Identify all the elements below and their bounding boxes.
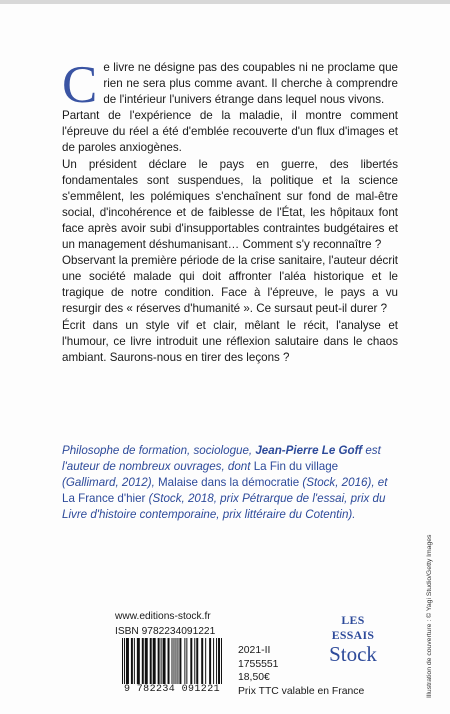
- publisher-logo: [320, 613, 386, 665]
- bio-text-5: (Stock, 2018, prix Pétrarque de l'essai, prix du Livre d'histoire contemporaine, prix littéraire du Cotentin).: [62, 492, 386, 521]
- barcode-bars: [116, 638, 228, 686]
- publisher-name: Stock: [329, 642, 377, 666]
- isbn-text: ISBN 9782234091221: [115, 626, 216, 637]
- barcode-digits: 9 782234 091221: [116, 684, 228, 695]
- author-name: Jean-Pierre Le Goff: [255, 444, 363, 457]
- blurb-paragraph-3: Un président déclare le pays en guerre, des libertés fondamentales sont suspendues, la politique et la science s'emmêlent, les polémiques s'enchaînent sur fond de mal-être social, d'incohérence et de faiblesse de l'État, les hôpitaux font face après avoir subi d'insupportables contraintes budgétaires et un management déshumanisant… Comment s'y reconnaître ?: [62, 157, 398, 252]
- blurb-paragraph-2: Partant de l'expérience de la maladie, il montre comment l'épreuve du réel a été d'emblée recouverte d'un flux d'images et de paroles anxiogènes.: [62, 109, 398, 155]
- blurb-paragraph-1: e livre ne désigne pas des coupables ni ne proclame que rien ne sera plus comme avant. Il cherche à comprendre de l'intérieur l'univers étrange dans lequel nous vivons.: [103, 61, 398, 107]
- publisher-info: [115, 609, 215, 639]
- bio-text-1: Philosophe de formation, sociologue,: [62, 444, 256, 457]
- edition-code: 2021-II: [238, 645, 271, 656]
- bio-text-3: (Gallimard, 2012),: [62, 476, 159, 489]
- image-credit: Illustration de couverture : © Yagi Studio/Getty Images: [426, 534, 433, 698]
- bio-text-4: (Stock, 2016), et: [299, 476, 388, 489]
- drop-cap: C: [62, 56, 98, 114]
- blurb-paragraph-5: Écrit dans un style vif et clair, mêlant le récit, l'analyse et l'humour, ce livre introduit une réflexion salutaire dans le chaos ambiant. Saurons-nous en tirer des leçons ?: [62, 318, 398, 364]
- book-title-2: Malaise dans la démocratie: [158, 476, 300, 489]
- barcode: [116, 638, 228, 698]
- author-bio-text: [62, 443, 398, 523]
- top-border: [0, 0, 450, 4]
- price-note: Prix TTC valable en France: [238, 685, 365, 697]
- collection-name: LES ESSAIS: [331, 613, 375, 642]
- blurb-paragraph-4: Observant la première période de la crise sanitaire, l'auteur décrit une société malade qui doit affronter l'aléa historique et le tragique de notre condition. Face à l'épreuve, le pays a vu resurgir des « réserves d'humanité ». Ce sursaut peut-il durer ?: [62, 254, 398, 316]
- price: 18,50€: [238, 672, 270, 683]
- author-bio: [62, 443, 398, 523]
- product-code: 1755551: [238, 658, 279, 670]
- book-title-1: La Fin du village: [253, 460, 339, 473]
- bio-text-2: est l'auteur de nombreux ouvrages, dont: [62, 444, 381, 473]
- book-title-3: La France d'hier: [62, 492, 146, 505]
- blurb: [62, 56, 398, 366]
- website-link[interactable]: www.editions-stock.fr: [115, 611, 211, 622]
